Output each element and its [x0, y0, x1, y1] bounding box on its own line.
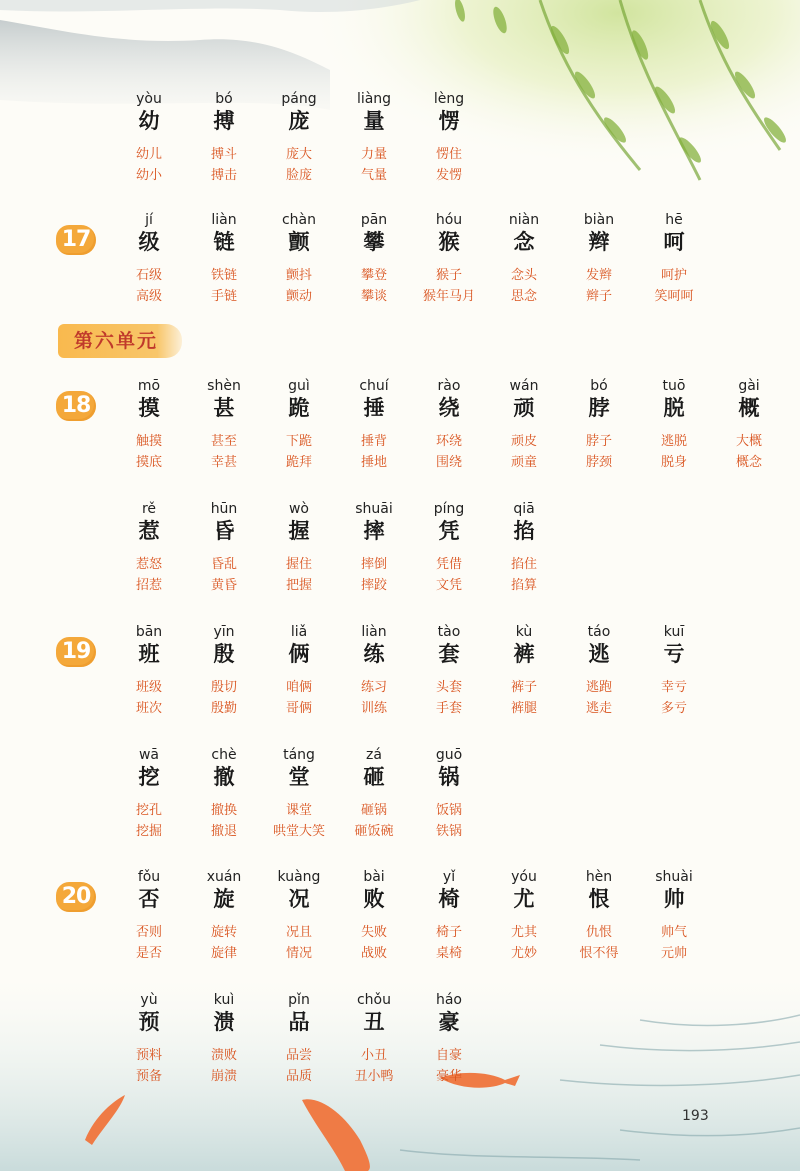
character: 绕: [438, 395, 460, 420]
word-2: 殷勤: [210, 701, 237, 716]
pinyin: kuàng: [277, 869, 321, 885]
pinyin: shuāi: [355, 501, 393, 517]
pinyin: wán: [509, 378, 539, 394]
word-2: 搏击: [210, 168, 237, 183]
pinyin: bān: [135, 624, 163, 640]
pinyin: wò: [288, 501, 309, 517]
word-2: 辫子: [585, 289, 612, 304]
word-1: 顽皮: [510, 434, 537, 449]
word-2: 文凭: [435, 578, 462, 593]
word-2: 砸饭碗: [354, 824, 394, 839]
character: 俩: [288, 641, 310, 666]
character: 凭: [438, 518, 460, 543]
pinyin: pān: [360, 212, 388, 228]
word-1: 触摸: [135, 434, 162, 449]
word-1: 庞大: [285, 147, 312, 162]
pinyin: hē: [665, 212, 683, 228]
word-2: 桌椅: [435, 946, 462, 961]
character: 品: [288, 1009, 310, 1034]
word-1: 练习: [360, 680, 387, 695]
word-1: 掐住: [510, 557, 537, 572]
character: 锅: [438, 764, 460, 789]
word-1: 环绕: [435, 434, 462, 449]
pinyin: yīn: [213, 624, 235, 640]
pinyin: yǐ: [442, 869, 456, 885]
word-1: 自豪: [435, 1048, 462, 1063]
word-2: 脱身: [660, 455, 687, 470]
word-1: 仇恨: [585, 925, 612, 940]
word-2: 发愣: [435, 168, 462, 183]
pinyin: guì: [288, 378, 310, 394]
word-2: 概念: [735, 455, 762, 470]
pinyin: kuī: [663, 624, 685, 640]
character: 亏: [663, 641, 685, 666]
word-1: 大概: [735, 434, 762, 449]
word-2: 脖颈: [585, 455, 612, 470]
word-1: 裤子: [510, 680, 537, 695]
word-1: 小丑: [360, 1048, 387, 1063]
word-1: 捶背: [360, 434, 387, 449]
word-2: 逃走: [585, 701, 612, 716]
character: 级: [138, 229, 160, 254]
word-2: 掐算: [510, 578, 537, 593]
word-1: 椅子: [435, 925, 462, 940]
character: 尤: [513, 886, 535, 911]
page-number: 193: [682, 1108, 709, 1124]
pinyin: shuài: [655, 869, 693, 885]
character: 攀: [363, 229, 385, 254]
word-2: 撤退: [210, 824, 237, 839]
character: 颤: [288, 229, 310, 254]
word-2: 围绕: [435, 455, 462, 470]
pinyin: niàn: [508, 212, 540, 228]
pinyin: tào: [437, 624, 461, 640]
character: 握: [288, 518, 310, 543]
word-2: 战败: [360, 946, 387, 961]
pinyin: yòu: [136, 91, 162, 107]
word-1: 咱俩: [285, 680, 312, 695]
word-1: 否则: [135, 925, 162, 940]
pinyin: wā: [138, 747, 160, 763]
lesson-number-badge: 18: [56, 391, 96, 421]
character: 链: [213, 229, 235, 254]
word-2: 顽童: [510, 455, 537, 470]
character: 呵: [663, 229, 685, 254]
character: 况: [288, 886, 310, 911]
character: 脖: [588, 395, 610, 420]
word-1: 幼儿: [135, 147, 162, 162]
word-2: 手套: [435, 701, 462, 716]
word-1: 石级: [135, 268, 162, 283]
character: 掐: [513, 518, 535, 543]
pinyin: chàn: [281, 212, 317, 228]
word-2: 豪华: [435, 1069, 462, 1084]
character: 猴: [438, 229, 460, 254]
pinyin: liàng: [356, 91, 392, 107]
word-1: 念头: [510, 268, 537, 283]
character: 摸: [138, 395, 160, 420]
character: 幼: [138, 108, 160, 133]
word-1: 发辫: [585, 268, 612, 283]
word-1: 饭锅: [435, 803, 462, 818]
pinyin: bài: [363, 869, 385, 885]
word-2: 元帅: [660, 946, 687, 961]
word-2: 哄堂大笑: [272, 824, 325, 839]
pinyin: guō: [435, 747, 463, 763]
character: 挖: [138, 764, 160, 789]
character: 顽: [513, 395, 535, 420]
word-2: 攀谈: [360, 289, 387, 304]
word-2: 摔跤: [360, 578, 387, 593]
pinyin: lèng: [433, 91, 465, 107]
character: 跪: [288, 395, 310, 420]
character: 撤: [213, 764, 235, 789]
pinyin: qiā: [513, 501, 535, 517]
word-2: 铁锅: [435, 824, 462, 839]
pinyin: rě: [141, 501, 157, 517]
word-2: 笑呵呵: [654, 289, 694, 304]
character: 概: [738, 395, 760, 420]
character: 量: [363, 108, 385, 133]
character: 摔: [363, 518, 385, 543]
pinyin: shèn: [207, 378, 241, 394]
word-2: 哥俩: [285, 701, 312, 716]
word-2: 高级: [135, 289, 162, 304]
character: 捶: [363, 395, 385, 420]
word-1: 凭借: [435, 557, 462, 572]
word-1: 脖子: [585, 434, 612, 449]
word-1: 惹怒: [135, 557, 162, 572]
word-2: 裤腿: [510, 701, 537, 716]
pinyin: xuán: [206, 869, 242, 885]
word-1: 撤换: [210, 803, 237, 818]
word-2: 颤动: [285, 289, 312, 304]
word-2: 尤妙: [510, 946, 537, 961]
character: 椅: [438, 886, 460, 911]
pinyin: hèn: [585, 869, 613, 885]
word-1: 颤抖: [285, 268, 312, 283]
pinyin: píng: [433, 501, 465, 517]
pinyin: kù: [515, 624, 533, 640]
lesson-number-badge: 19: [56, 637, 96, 667]
word-1: 况且: [285, 925, 312, 940]
word-2: 班次: [135, 701, 162, 716]
word-1: 摔倒: [360, 557, 387, 572]
pinyin: chuí: [359, 378, 389, 394]
pinyin: mō: [137, 378, 161, 394]
character: 辫: [588, 229, 610, 254]
character: 预: [138, 1009, 160, 1034]
character: 裤: [513, 641, 535, 666]
character: 豪: [438, 1009, 460, 1034]
pinyin: hūn: [210, 501, 238, 517]
character: 搏: [213, 108, 235, 133]
character: 脱: [663, 395, 685, 420]
word-2: 挖掘: [135, 824, 162, 839]
word-1: 帅气: [660, 925, 687, 940]
word-1: 逃脱: [660, 434, 687, 449]
word-1: 逃跑: [585, 680, 612, 695]
word-2: 捶地: [360, 455, 387, 470]
pinyin: chè: [211, 747, 237, 763]
word-2: 思念: [510, 289, 537, 304]
character: 砸: [363, 764, 385, 789]
word-2: 恨不得: [579, 946, 619, 961]
word-1: 攀登: [360, 268, 387, 283]
pinyin: hóu: [435, 212, 463, 228]
word-1: 旋转: [210, 925, 237, 940]
pinyin: fǒu: [137, 869, 161, 885]
word-1: 挖孔: [135, 803, 162, 818]
word-2: 摸底: [135, 455, 162, 470]
character: 帅: [663, 886, 685, 911]
word-2: 跪拜: [285, 455, 312, 470]
character: 旋: [213, 886, 235, 911]
word-2: 幸甚: [210, 455, 237, 470]
word-1: 预料: [135, 1048, 162, 1063]
pinyin: háo: [435, 992, 463, 1008]
word-1: 猴子: [435, 268, 462, 283]
word-2: 品质: [285, 1069, 312, 1084]
lesson-number-badge: 17: [56, 225, 96, 255]
word-1: 下跪: [285, 434, 312, 449]
word-2: 手链: [210, 289, 237, 304]
character: 念: [513, 229, 535, 254]
word-1: 握住: [285, 557, 312, 572]
character: 败: [363, 886, 385, 911]
character: 溃: [213, 1009, 235, 1034]
pinyin: táo: [587, 624, 611, 640]
word-2: 幼小: [135, 168, 162, 183]
character: 丑: [363, 1009, 385, 1034]
word-1: 尤其: [510, 925, 537, 940]
pinyin: rào: [437, 378, 461, 394]
word-1: 课堂: [285, 803, 312, 818]
pinyin: gài: [738, 378, 760, 394]
pinyin: bó: [590, 378, 608, 394]
word-2: 多亏: [660, 701, 687, 716]
character: 练: [363, 641, 385, 666]
word-1: 砸锅: [360, 803, 387, 818]
pinyin: liàn: [211, 212, 237, 228]
word-1: 愣住: [435, 147, 462, 162]
word-2: 丑小鸭: [354, 1069, 394, 1084]
lesson-number-badge: 20: [56, 882, 96, 912]
pinyin: jí: [145, 212, 153, 228]
word-2: 猴年马月: [422, 289, 475, 304]
word-2: 招惹: [135, 578, 162, 593]
pinyin: liǎ: [290, 624, 308, 640]
character: 否: [138, 886, 160, 911]
character: 愣: [438, 108, 460, 133]
pinyin: yù: [140, 992, 158, 1008]
word-2: 是否: [135, 946, 162, 961]
character: 甚: [213, 395, 235, 420]
character: 恨: [588, 886, 610, 911]
pinyin: kuì: [213, 992, 235, 1008]
word-1: 搏斗: [210, 147, 237, 162]
pinyin: chǒu: [356, 992, 391, 1008]
character: 班: [138, 641, 160, 666]
character: 堂: [288, 764, 310, 789]
character: 逃: [588, 641, 610, 666]
character: 庞: [288, 108, 310, 133]
pinyin: pǐn: [288, 992, 310, 1008]
word-1: 铁链: [210, 268, 237, 283]
pinyin: bó: [215, 91, 233, 107]
word-1: 殷切: [210, 680, 237, 695]
word-1: 失败: [360, 925, 387, 940]
pinyin: liàn: [361, 624, 387, 640]
pinyin: yóu: [511, 869, 537, 885]
word-2: 气量: [360, 168, 387, 183]
word-1: 幸亏: [660, 680, 687, 695]
word-2: 情况: [285, 946, 312, 961]
word-1: 班级: [135, 680, 162, 695]
pinyin: tuō: [662, 378, 686, 394]
pinyin: páng: [281, 91, 317, 107]
word-1: 头套: [435, 680, 462, 695]
character: 昏: [213, 518, 235, 543]
word-1: 昏乱: [210, 557, 237, 572]
pinyin: zá: [366, 747, 382, 763]
pinyin: táng: [283, 747, 315, 763]
word-2: 预备: [135, 1069, 162, 1084]
character: 惹: [138, 518, 160, 543]
word-2: 训练: [360, 701, 387, 716]
word-1: 溃败: [210, 1048, 237, 1063]
word-2: 旋律: [210, 946, 237, 961]
pinyin: biàn: [583, 212, 615, 228]
word-1: 力量: [360, 147, 387, 162]
word-1: 甚至: [210, 434, 237, 449]
word-1: 呵护: [660, 268, 687, 283]
word-2: 崩溃: [210, 1069, 237, 1084]
unit-title: 第六单元: [58, 324, 182, 358]
word-2: 黄昏: [210, 578, 237, 593]
character: 套: [438, 641, 460, 666]
word-2: 把握: [285, 578, 312, 593]
word-1: 品尝: [285, 1048, 312, 1063]
word-2: 脸庞: [285, 168, 312, 183]
character: 殷: [213, 641, 235, 666]
